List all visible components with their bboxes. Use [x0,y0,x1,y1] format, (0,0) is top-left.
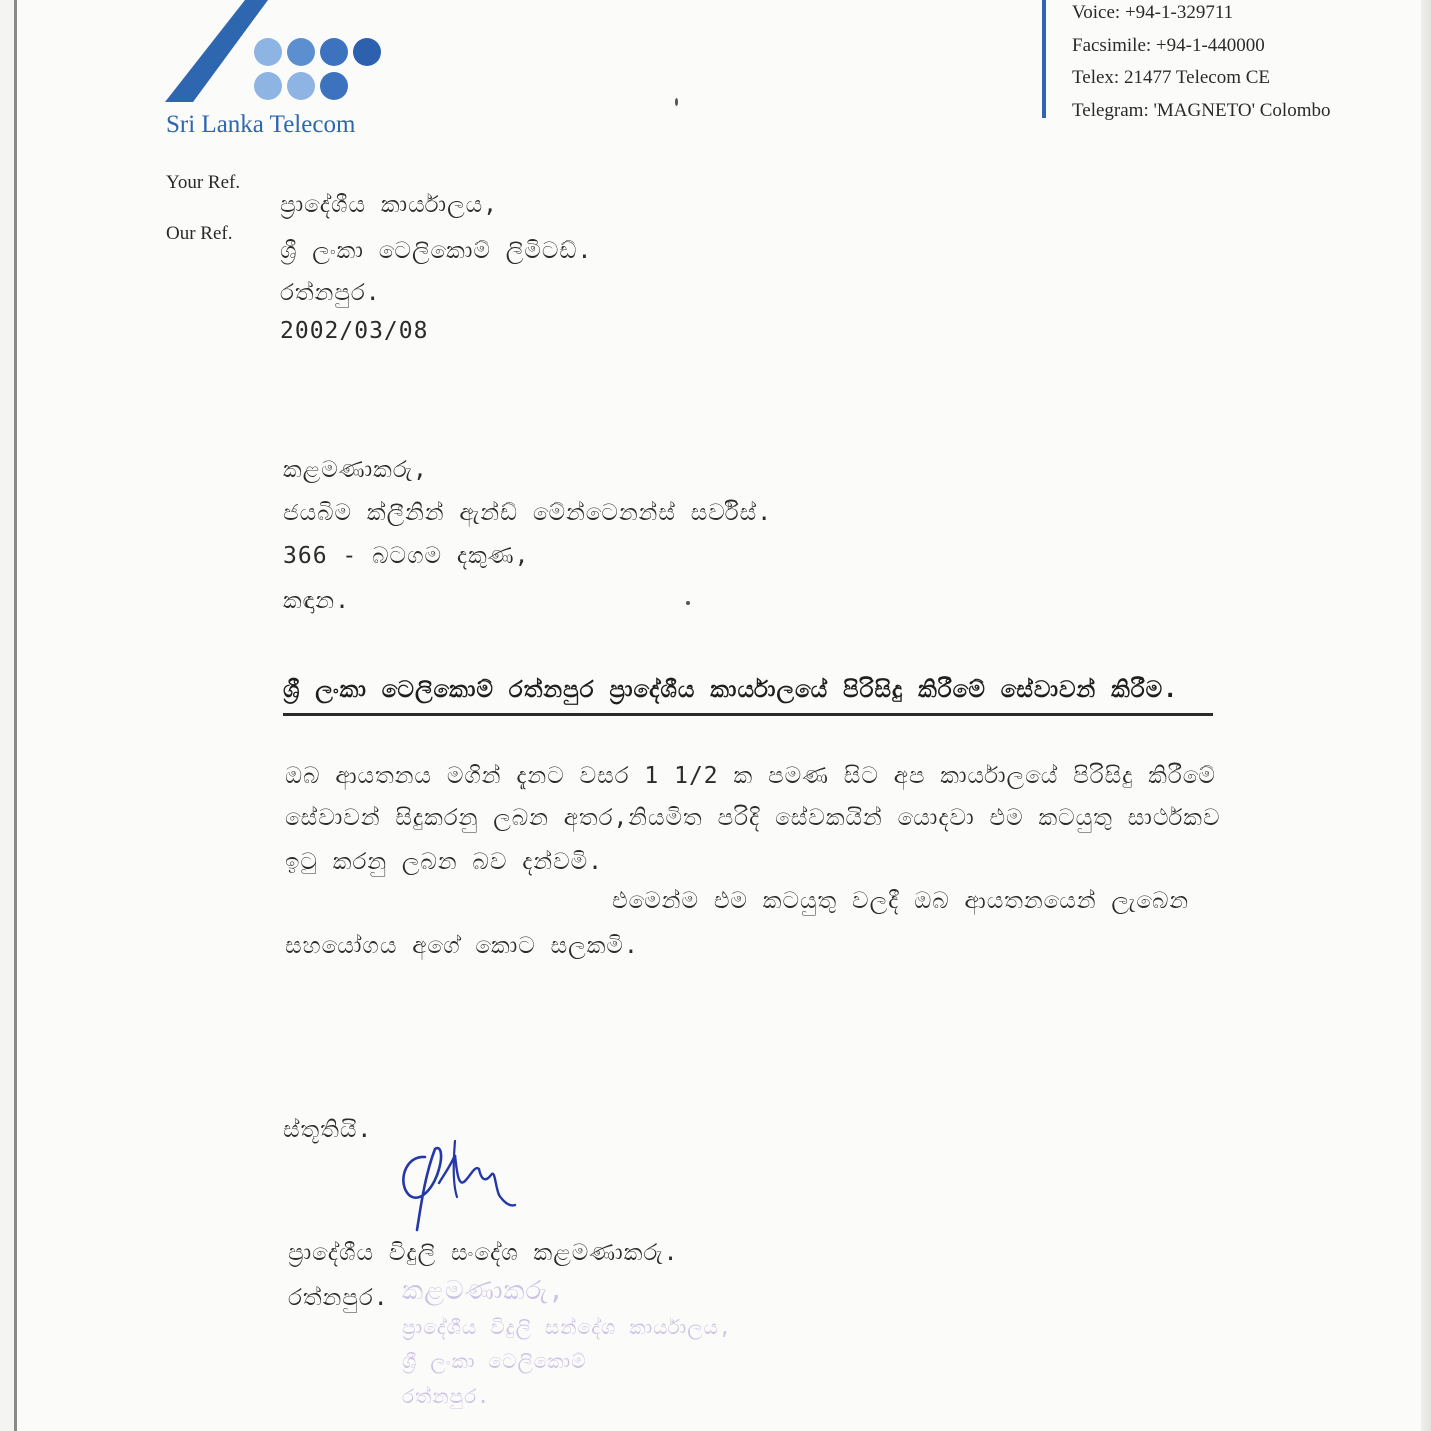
signatory-city: රත්නපුර. [288,1285,389,1311]
our-ref-label: Our Ref. [166,223,233,244]
brand-name: Sri Lanka Telecom [166,111,356,138]
contact-telex: Telex: 21477 Telecom CE [1072,67,1271,88]
recipient-address-2: කඳාන. [283,588,350,614]
sender-company: ශ්‍රී ලංකා ටෙලිකොම් ලිමිටඩ්. [280,238,593,264]
signatory-title: ප්‍රාදේශීය විදුලි සංදේශ කළමණාකරු. [288,1240,679,1266]
recipient-name: ජයබිම ක්ලීනින් ඇන්ඩ් මේන්ටෙනන්ස් සර්විස්. [283,500,773,526]
signature [395,1135,520,1235]
scan-speck [686,601,690,605]
contact-telegram: Telegram: 'MAGNETO' Colombo [1072,99,1331,121]
body-line: ඉටු කරනු ලබන බව දන්වමි. [285,849,604,875]
letter-subject: ශ්‍රී ලංකා ටෙලිකොම් රත්නපුර ප්‍රාදේශීය කාර්යාලයේ පිරිසිදු කිරීමේ සේවාවන් කිරීම. [283,677,1179,703]
letter-date: 2002/03/08 [280,318,429,344]
stamp-line-1: කළමණාකරු, [402,1276,565,1306]
stamp-line-4: රත්නපුර. [402,1384,491,1408]
sri-lanka-telecom-logo-icon [165,0,395,105]
scan-edge [1421,0,1431,1431]
sender-city: රත්නපුර. [280,280,381,306]
stamp-line-3: ශ්‍රී ලංකා ටෙලිකොම් [402,1349,587,1373]
body-line: සේවාවන් සිදුකරනු ලබන අතර,නියමිත පරිදි සේවකයින් යොදවා එම කටයුතු සාර්ථකව [285,805,1221,831]
sender-office: ප්‍රාදේශීය කාර්යාලය, [280,192,499,218]
recipient-address-1: 366 - බටගම දකුණ, [283,543,530,569]
contact-divider [1042,0,1046,118]
contact-block [1072,0,1330,130]
your-ref-label: Your Ref. [166,172,241,193]
contact-voice: Voice: +94-1-329711 [1072,2,1234,23]
closing-thanks: ස්තූතියි. [283,1117,373,1143]
body-line: එමෙන්ම එම කටයුතු වලදී ඔබ ආයතනයෙන් ලැබෙන [612,888,1190,914]
stamp-line-2: ප්‍රාදේශීය විදුලි සන්දේශ කාර්යාලය, [402,1315,732,1339]
body-line: සහයෝගය අගේ කොට සලකමි. [285,933,639,959]
body-line: ඔබ ආයතනය මගින් දැනට වසර 1 1/2 ක පමණ සිට අප කාර්යාලයේ පිරිසිදු කිරීමේ [285,763,1216,789]
subject-underline [283,713,1213,716]
recipient-title: කළමණාකරු, [283,457,428,483]
contact-facsimile: Facsimile: +94-1-440000 [1072,34,1265,56]
scan-speck [675,98,678,106]
